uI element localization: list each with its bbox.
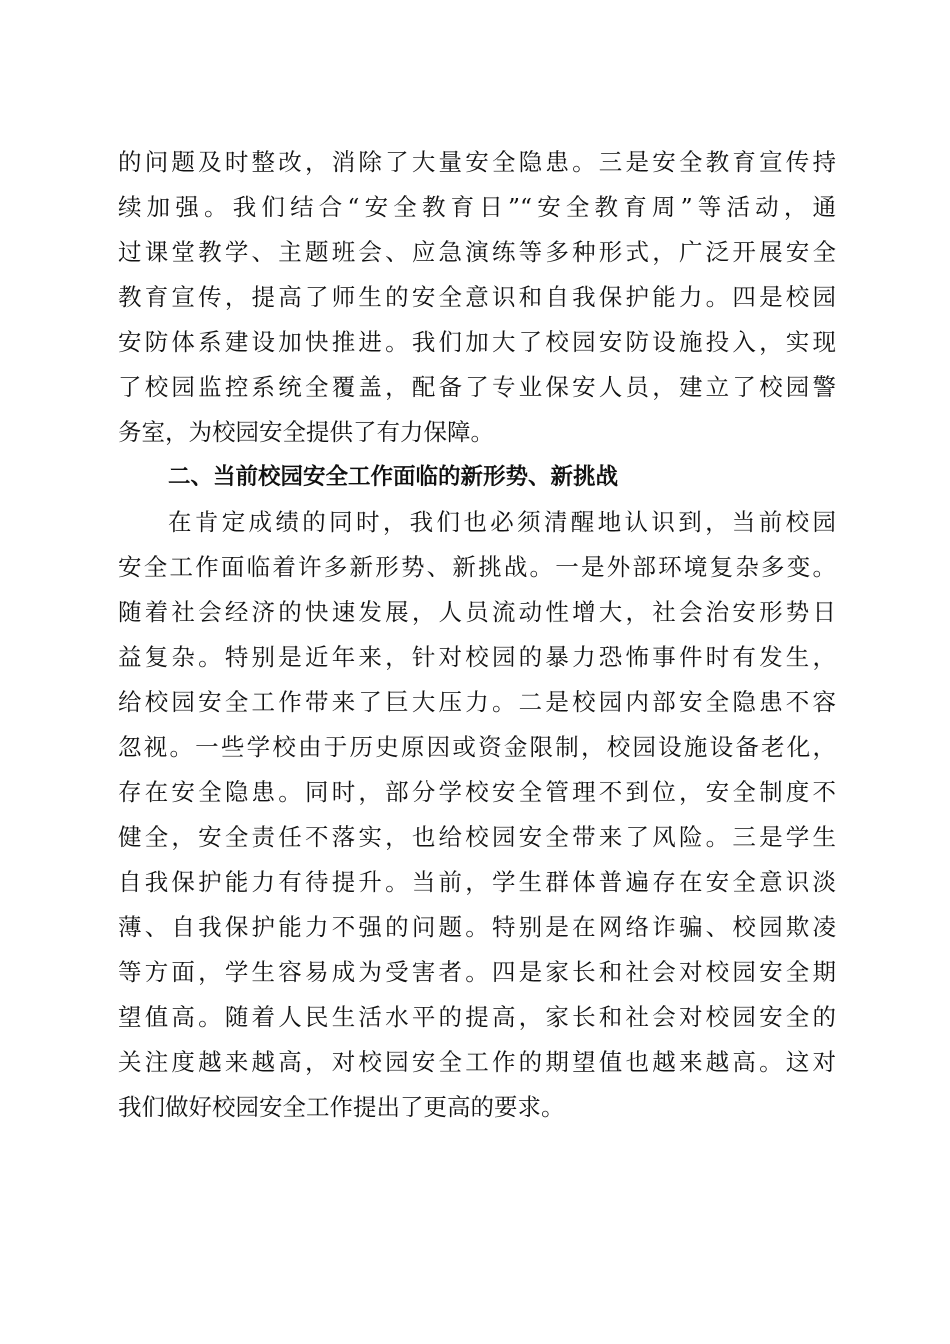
text-line: 望值高。随着人民生活水平的提高，家长和社会对校园安全的 bbox=[118, 1003, 836, 1031]
text-line: 薄、自我保护能力不强的问题。特别是在网络诈骗、校园欺凌 bbox=[118, 913, 836, 941]
text-line: 续加强。我们结合“安全教育日”“安全教育周”等活动，通 bbox=[118, 193, 836, 221]
text-line: 安全工作面临着许多新形势、新挑战。一是外部环境复杂多变。 bbox=[118, 553, 836, 581]
text-line: 健全，安全责任不落实，也给校园安全带来了风险。三是学生 bbox=[118, 823, 836, 851]
section-heading: 二、当前校园安全工作面临的新形势、新挑战 bbox=[168, 464, 619, 490]
text-line: 务室，为校园安全提供了有力保障。 bbox=[118, 418, 494, 446]
text-line: 给校园安全工作带来了巨大压力。二是校园内部安全隐患不容 bbox=[118, 688, 836, 716]
text-line: 安防体系建设加快推进。我们加大了校园安防设施投入，实现 bbox=[118, 328, 836, 356]
paragraph-1 bbox=[118, 140, 836, 455]
text-line: 存在安全隐患。同时，部分学校安全管理不到位，安全制度不 bbox=[118, 778, 836, 806]
text-line: 教育宣传，提高了师生的安全意识和自我保护能力。四是校园 bbox=[118, 283, 836, 311]
text-line: 自我保护能力有待提升。当前，学生群体普遍存在安全意识淡 bbox=[118, 868, 836, 896]
text-line: 关注度越来越高，对校园安全工作的期望值也越来越高。这对 bbox=[118, 1048, 836, 1076]
text-line: 过课堂教学、主题班会、应急演练等多种形式，广泛开展安全 bbox=[118, 238, 836, 266]
text-line: 了校园监控系统全覆盖，配备了专业保安人员，建立了校园警 bbox=[118, 373, 836, 401]
text-line: 忽视。一些学校由于历史原因或资金限制，校园设施设备老化， bbox=[118, 733, 836, 761]
text-line: 我们做好校园安全工作提出了更高的要求。 bbox=[118, 1093, 565, 1121]
text-line: 益复杂。特别是近年来，针对校园的暴力恐怖事件时有发生， bbox=[118, 643, 836, 671]
paragraph-2 bbox=[118, 500, 836, 1130]
text-line: 等方面，学生容易成为受害者。四是家长和社会对校园安全期 bbox=[118, 958, 836, 986]
text-line: 的问题及时整改，消除了大量安全隐患。三是安全教育宣传持 bbox=[118, 148, 836, 176]
text-line: 在肯定成绩的同时，我们也必须清醒地认识到，当前校园 bbox=[168, 508, 836, 536]
document-body bbox=[118, 140, 836, 1130]
text-line: 随着社会经济的快速发展，人员流动性增大，社会治安形势日 bbox=[118, 598, 836, 626]
